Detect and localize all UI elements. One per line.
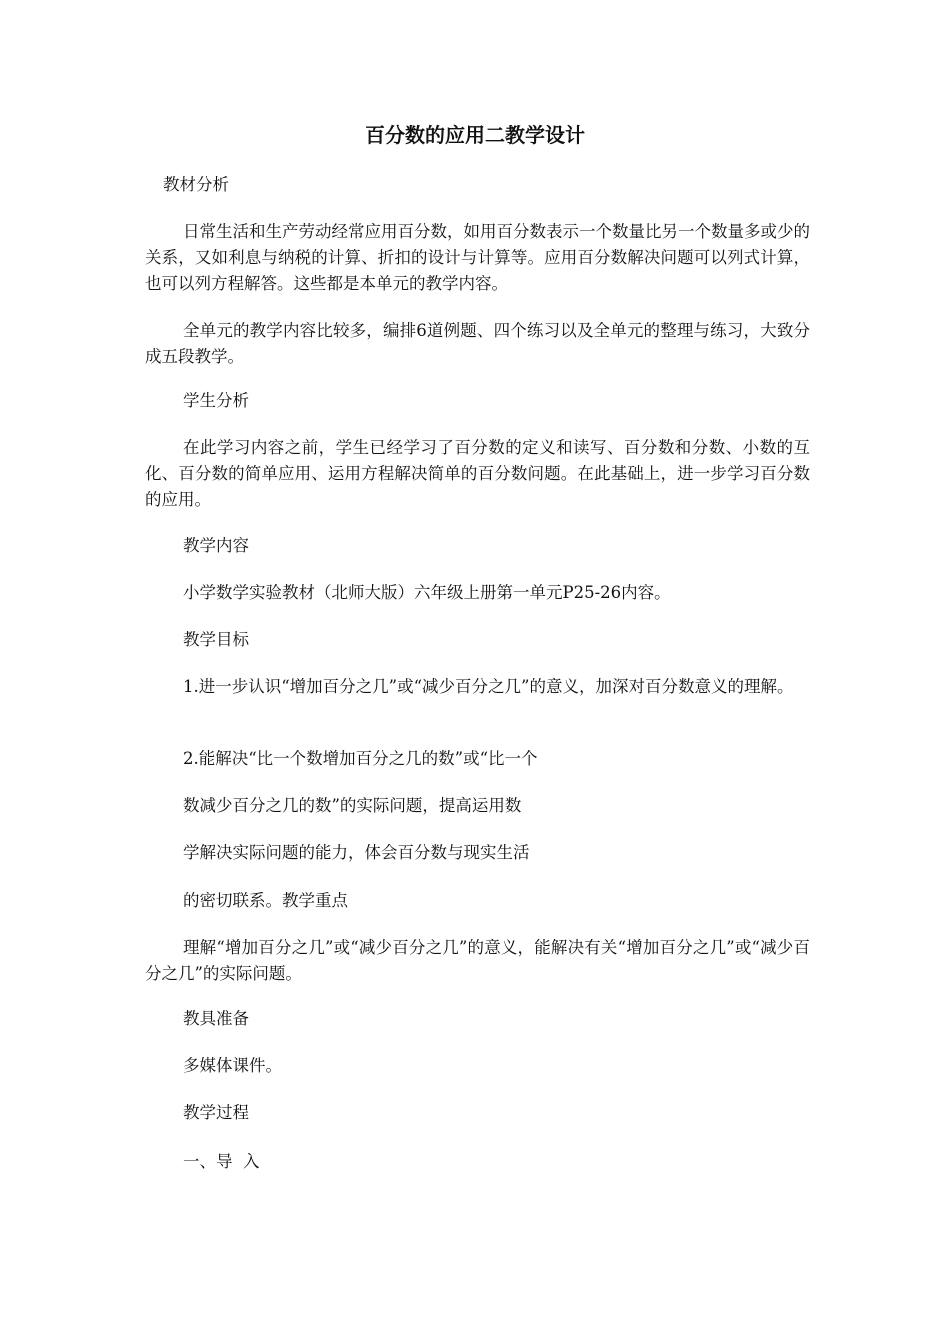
section-heading-teaching-aids: 教具准备 [183,1009,249,1028]
paragraph-goal-2-line-1: 2.能解决“比一个数增加百分之几的数”或“比一个 [183,749,538,768]
document-title: 百分数的应用二教学设计 [365,123,585,147]
paragraph-goal-2-line-4: 的密切联系。教学重点 [183,891,348,910]
section-heading-textbook-analysis: 教材分析 [163,175,229,194]
paragraph-goal-2-line-3: 学解决实际问题的能力，体会百分数与现实生活 [183,843,530,862]
paragraph-textbook-analysis-2: 全单元的教学内容比较多，编排6道例题、四个练习以及全单元的整理与练习，大致分成五段教学。 [145,321,810,366]
section-heading-student-analysis: 学生分析 [183,391,249,410]
paragraph-goal-2-line-2: 数减少百分之几的数”的实际问题，提高运用数 [183,796,522,815]
section-heading-teaching-content: 教学内容 [183,536,249,555]
section-heading-teaching-goals: 教学目标 [183,630,249,649]
paragraph-teaching-content: 小学数学实验教材（北师大版）六年级上册第一单元P25-26内容。 [183,583,671,602]
section-heading-introduction: 一、导 入 [183,1152,260,1171]
paragraph-textbook-analysis-1: 日常生活和生产劳动经常应用百分数，如用百分数表示一个数量比另一个数量多或少的关系，又如利息与纳税的计算、折扣的设计与计算等。应用百分数解决问题可以列式计算，也可以列方程解答。这些都是本单元的教学内容。 [145,222,810,293]
paragraph-teaching-key-point: 理解“增加百分之几”或“减少百分之几”的意义，能解决有关“增加百分之几”或“减少百分之几”的实际问题。 [145,938,810,983]
paragraph-student-analysis: 在此学习内容之前，学生已经学习了百分数的定义和读写、百分数和分数、小数的互化、百分数的简单应用、运用方程解决简单的百分数问题。在此基础上，进一步学习百分数的应用。 [145,438,810,509]
paragraph-teaching-aids: 多媒体课件。 [183,1056,282,1075]
paragraph-goal-1: 1.进一步认识“增加百分之几”或“减少百分之几”的意义，加深对百分数意义的理解。 [183,677,794,696]
section-heading-teaching-process: 教学过程 [183,1103,249,1122]
